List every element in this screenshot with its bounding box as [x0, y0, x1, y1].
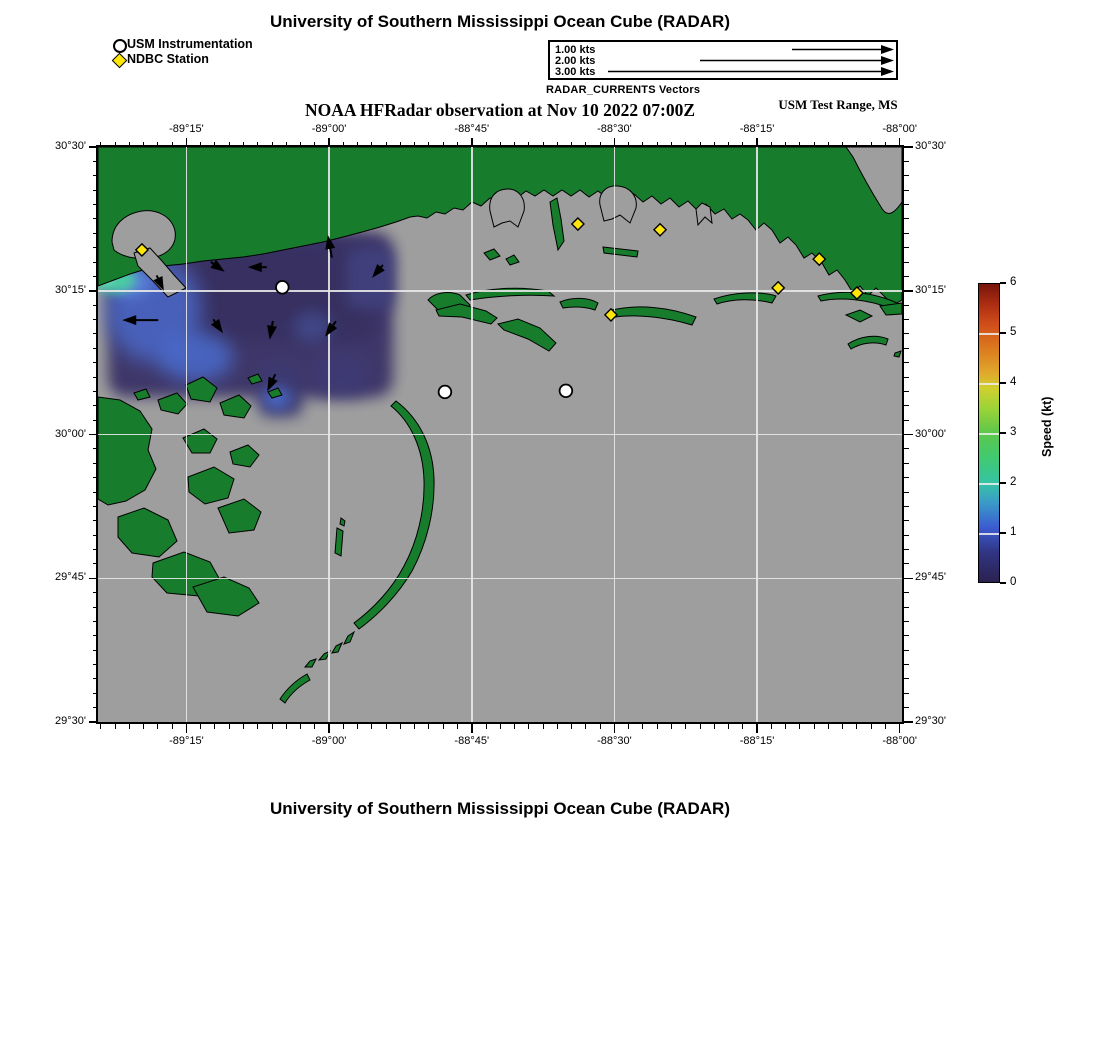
vector-scale-title: RADAR_CURRENTS Vectors [546, 84, 701, 96]
minor-tick-right [904, 362, 909, 363]
minor-tick-bottom [856, 724, 857, 729]
axis-tick-label: 30°15' [915, 283, 946, 296]
colorbar-tick [1000, 582, 1006, 584]
minor-tick-bottom [400, 724, 401, 729]
minor-tick-right [904, 477, 909, 478]
map-frame [96, 145, 904, 724]
minor-tick-bottom [229, 724, 230, 729]
minor-tick-right [904, 635, 909, 636]
minor-tick-right [904, 520, 909, 521]
minor-tick-right [904, 592, 909, 593]
minor-tick-right [904, 391, 909, 392]
axis-tick-label: -88°15' [739, 735, 775, 747]
minor-tick-bottom [799, 724, 800, 729]
minor-tick-bottom [671, 724, 672, 729]
minor-tick-right [904, 204, 909, 205]
minor-tick-bottom [443, 724, 444, 729]
minor-tick-right [904, 607, 909, 608]
axis-tick-label: -88°15' [739, 123, 775, 135]
axis-tick-label: -89°15' [169, 735, 204, 747]
minor-tick-bottom [343, 724, 344, 729]
minor-tick-right [904, 492, 909, 493]
minor-tick-right [904, 233, 909, 234]
axis-tick-label: 30°00' [55, 427, 86, 440]
minor-tick-right [904, 190, 909, 191]
major-tick-right [904, 146, 913, 148]
minor-tick-right [904, 463, 909, 464]
minor-tick-bottom [714, 724, 715, 729]
major-tick-right [904, 721, 913, 723]
minor-tick-bottom [657, 724, 658, 729]
observation-title: NOAA HFRadar observation at Nov 10 2022 07:00Z [304, 100, 696, 120]
major-tick-right [904, 290, 913, 292]
major-tick-right [904, 578, 913, 580]
minor-tick-right [904, 535, 909, 536]
minor-tick-bottom [386, 724, 387, 729]
minor-tick-bottom [357, 724, 358, 729]
minor-tick-bottom [272, 724, 273, 729]
minor-tick-right [904, 678, 909, 679]
minor-tick-bottom [628, 724, 629, 729]
minor-tick-bottom [300, 724, 301, 729]
minor-tick-right [904, 405, 909, 406]
minor-tick-bottom [842, 724, 843, 729]
legend-label: NDBC Station [127, 52, 209, 66]
axis-tick-label: -88°00' [882, 735, 918, 747]
minor-tick-right [904, 276, 909, 277]
colorbar-tick-label: 6 [1010, 276, 1017, 288]
minor-tick-bottom [143, 724, 144, 729]
major-tick-right [904, 434, 913, 436]
minor-tick-right [904, 175, 909, 176]
major-tick-bottom [899, 724, 901, 733]
minor-tick-bottom [814, 724, 815, 729]
minor-tick-bottom [571, 724, 572, 729]
minor-tick-right [904, 247, 909, 248]
axis-tick-label: 30°15' [55, 283, 86, 296]
minor-tick-right [904, 563, 909, 564]
minor-tick-bottom [371, 724, 372, 729]
legend-item-usm [112, 37, 253, 52]
major-tick-bottom [328, 724, 330, 733]
minor-tick-right [904, 448, 909, 449]
axis-tick-label: 29°30' [55, 715, 86, 727]
minor-tick-right [904, 549, 909, 550]
range-label: USM Test Range, MS [778, 97, 898, 112]
minor-tick-right [904, 693, 909, 694]
vector-scale-box [548, 40, 898, 80]
minor-tick-bottom [500, 724, 501, 729]
minor-tick-right [904, 161, 909, 162]
minor-tick-bottom [214, 724, 215, 729]
minor-tick-bottom [600, 724, 601, 729]
minor-tick-bottom [585, 724, 586, 729]
legend-label: USM Instrumentation [127, 37, 253, 51]
colorbar-tick [1000, 382, 1006, 384]
colorbar-tick-label: 4 [1010, 376, 1017, 388]
minor-tick-bottom [314, 724, 315, 729]
minor-tick-bottom [486, 724, 487, 729]
legend [112, 37, 253, 67]
colorbar [978, 283, 1000, 583]
minor-tick-bottom [528, 724, 529, 729]
minor-tick-bottom [871, 724, 872, 729]
minor-tick-bottom [543, 724, 544, 729]
minor-tick-bottom [457, 724, 458, 729]
minor-tick-bottom [414, 724, 415, 729]
scale-arrow-icons [550, 42, 896, 78]
minor-tick-bottom [771, 724, 772, 729]
axis-tick-label: 29°45' [915, 571, 946, 584]
colorbar-cross-line [979, 483, 999, 485]
colorbar-tick [1000, 532, 1006, 534]
colorbar-label: Speed (kt) [1040, 396, 1054, 457]
minor-tick-right [904, 707, 909, 708]
axis-tick-label: -88°30' [597, 735, 632, 747]
colorbar-tick [1000, 282, 1006, 284]
minor-tick-right [904, 262, 909, 263]
legend-item-ndbc [112, 52, 253, 67]
minor-tick-bottom [172, 724, 173, 729]
minor-tick-right [904, 333, 909, 334]
minor-tick-right [904, 420, 909, 421]
minor-tick-bottom [115, 724, 116, 729]
major-tick-bottom [756, 724, 758, 733]
minor-tick-bottom [785, 724, 786, 729]
colorbar-cross-line [979, 383, 999, 385]
page-title: University of Southern Mississippi Ocean Cube (RADAR) [269, 12, 730, 31]
axis-tick-label: 30°30' [55, 140, 86, 152]
colorbar-tick [1000, 332, 1006, 334]
minor-tick-bottom [885, 724, 886, 729]
minor-tick-right [904, 377, 909, 378]
minor-tick-bottom [700, 724, 701, 729]
colorbar-cross-line [979, 333, 999, 335]
minor-tick-bottom [642, 724, 643, 729]
colorbar-cross-line [979, 433, 999, 435]
minor-tick-bottom [828, 724, 829, 729]
ndbc-diamond-icon [112, 52, 127, 67]
minor-tick-right [904, 621, 909, 622]
scale-entry-2kt: 2.00 kts [555, 55, 596, 67]
axis-tick-label: -89°00' [311, 123, 347, 135]
axis-tick-label: 30°30' [915, 140, 946, 152]
axis-tick-label: -88°45' [454, 735, 490, 747]
minor-tick-bottom [200, 724, 201, 729]
usm-circle-icon [112, 37, 127, 52]
major-tick-bottom [186, 724, 188, 733]
axis-tick-label: -89°00' [311, 735, 347, 747]
scale-entry-3kt: 3.00 kts [555, 66, 596, 78]
axis-tick-label: 30°00' [915, 427, 946, 440]
minor-tick-right [904, 506, 909, 507]
colorbar-tick-label: 5 [1010, 326, 1017, 338]
colorbar-tick-label: 0 [1010, 576, 1017, 588]
colorbar-tick-label: 2 [1010, 476, 1017, 488]
minor-tick-right [904, 650, 909, 651]
major-tick-bottom [614, 724, 616, 733]
axis-tick-label: 29°30' [915, 715, 946, 727]
minor-tick-bottom [100, 724, 101, 729]
axis-tick-label: 29°45' [55, 571, 86, 584]
axis-tick-label: -89°15' [169, 123, 204, 135]
minor-tick-bottom [514, 724, 515, 729]
bottom-page-title: University of Southern Mississippi Ocean Cube (RADAR) [269, 799, 730, 818]
minor-tick-bottom [428, 724, 429, 729]
minor-tick-bottom [557, 724, 558, 729]
axis-tick-label: -88°30' [597, 123, 632, 135]
minor-tick-bottom [129, 724, 130, 729]
colorbar-tick-label: 1 [1010, 526, 1017, 538]
colorbar-tick [1000, 432, 1006, 434]
colorbar-tick-label: 3 [1010, 426, 1017, 438]
minor-tick-bottom [685, 724, 686, 729]
colorbar-tick [1000, 482, 1006, 484]
minor-tick-bottom [243, 724, 244, 729]
minor-tick-right [904, 319, 909, 320]
minor-tick-bottom [728, 724, 729, 729]
minor-tick-right [904, 218, 909, 219]
axis-tick-label: -88°00' [882, 123, 918, 135]
minor-tick-bottom [257, 724, 258, 729]
minor-tick-bottom [286, 724, 287, 729]
minor-tick-right [904, 664, 909, 665]
scale-entry-1kt: 1.00 kts [555, 44, 596, 56]
axis-tick-label: -88°45' [454, 123, 490, 135]
minor-tick-right [904, 305, 909, 306]
minor-tick-bottom [742, 724, 743, 729]
minor-tick-bottom [157, 724, 158, 729]
colorbar-cross-line [979, 533, 999, 535]
major-tick-bottom [471, 724, 473, 733]
minor-tick-right [904, 348, 909, 349]
